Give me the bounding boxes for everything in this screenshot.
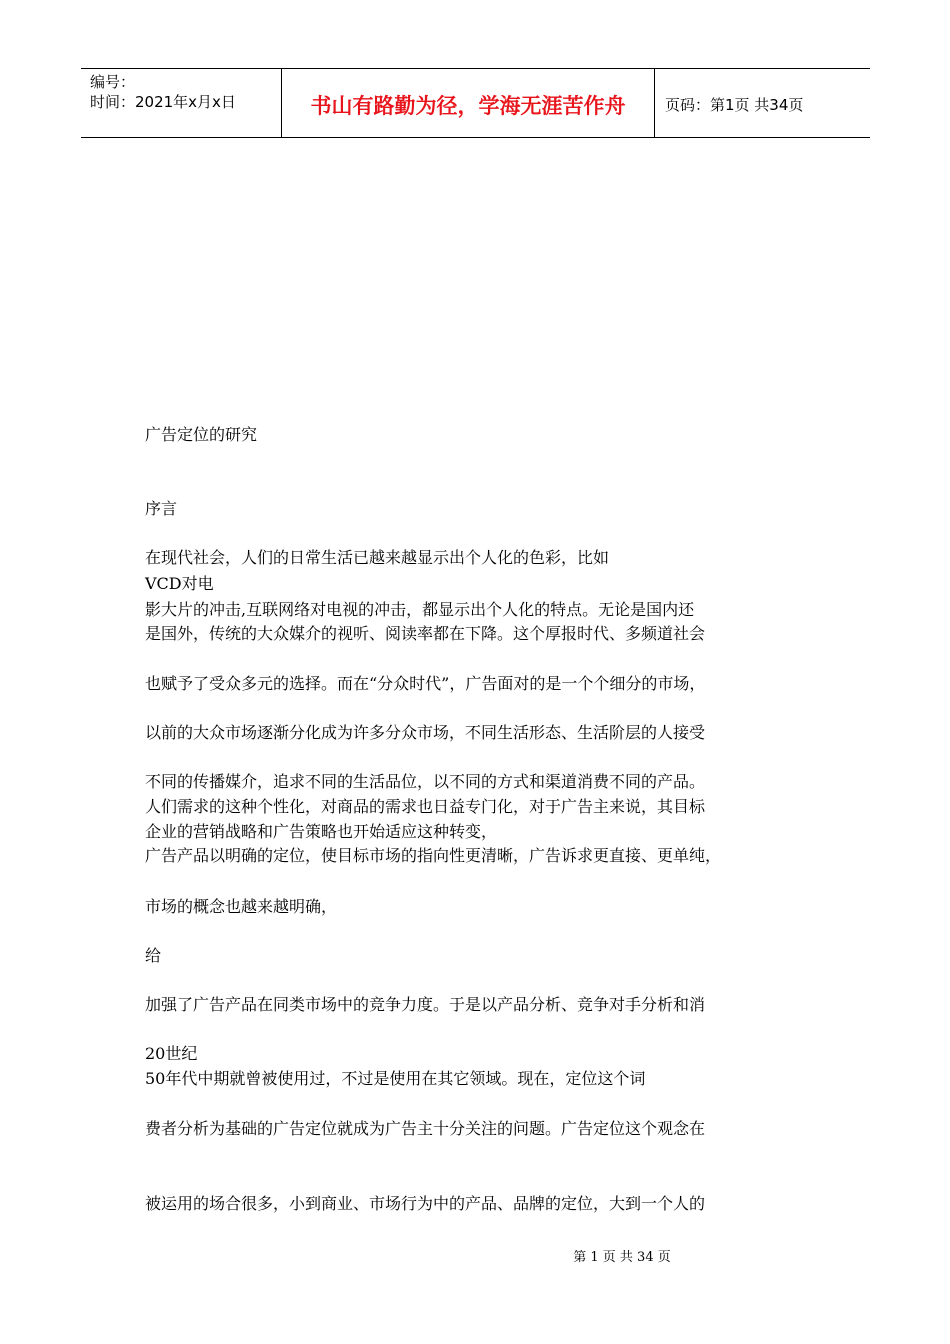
body-line: 在现代社会，人们的日常生活已越来越显示出个人化的色彩，比如 [145,548,610,567]
document-number-label: 编号： [90,73,136,91]
body-line: VCD对电 [145,574,214,593]
body-line: 是国外，传统的大众媒介的视听、阅读率都在下降。这个厚报时代、多频道社会 [145,624,706,643]
body-line: 人们需求的这种个性化，对商品的需求也日益专门化，对于广告主来说，其目标 [145,797,706,816]
footer-page-number: 第 1 页 共 34 页 [573,1250,671,1265]
section-heading: 序言 [145,499,178,518]
header-motto: 书山有路勤为径，学海无涯苦作舟 [310,94,626,118]
body-line: 影大片的冲击,互联网络对电视的冲击，都显示出个人化的特点。无论是国内还 [145,600,695,619]
header-motto-cell [282,69,655,137]
header-meta-cell [81,69,282,137]
body-line: 企业的营销战略和广告策略也开始适应这种转变， [145,822,498,841]
body-line: 50年代中期就曾被使用过，不过是使用在其它领域。现在，定位这个词 [145,1069,646,1088]
body-line: 费者分析为基础的广告定位就成为广告主十分关注的问题。广告定位这个观念在 [145,1119,706,1138]
body-line: 加强了广告产品在同类市场中的竞争力度。于是以产品分析、竞争对手分析和消 [145,995,706,1014]
header-page-cell [655,69,870,137]
body-line: 给 [145,946,162,965]
body-line: 被运用的场合很多，小到商业、市场行为中的产品、品牌的定位，大到一个人的 [145,1194,706,1213]
document-title: 广告定位的研究 [145,425,258,444]
body-line: 广告产品以明确的定位，使目标市场的指向性更清晰，广告诉求更直接、更单纯， [145,846,722,865]
page-footer [0,1246,950,1265]
body-line: 市场的概念也越来越明确， [145,897,338,916]
header-page-code: 页码：第1页 共34页 [665,95,804,114]
body-line: 不同的传播媒介，追求不同的生活品位，以不同的方式和渠道消费不同的产品。 [145,772,706,791]
document-header [81,68,870,138]
body-line: 也赋予了受众多元的选择。而在“分众时代”，广告面对的是一个个细分的市场， [145,674,706,693]
document-time-label: 时间：2021年x月x日 [90,93,236,111]
body-line: 20世纪 [145,1044,198,1063]
body-line: 以前的大众市场逐渐分化成为许多分众市场，不同生活形态、生活阶层的人接受 [145,723,706,742]
